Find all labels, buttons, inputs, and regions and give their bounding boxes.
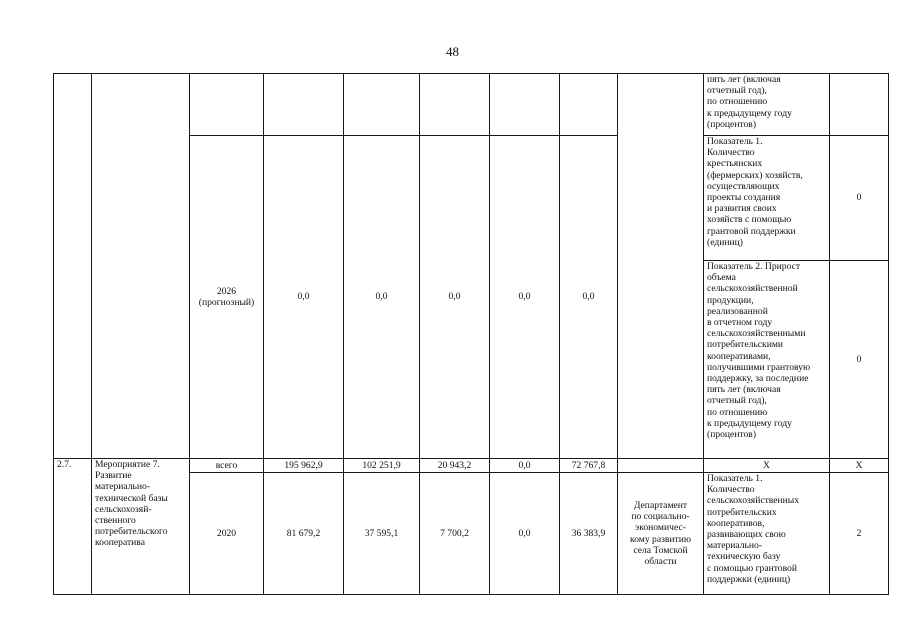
name-cell-prev [92, 74, 190, 459]
indicator-text: Показатель 2. Прирост объема сельскохозяйственной продукции, реализованной в отчетном году сельскохозяйственными потребительскими кооперативами, получившими грантовую поддержку, за последние пять лет (включая отчетный год), по отношению к предыдущему году (процентов) [704, 261, 830, 459]
value-cell [490, 74, 560, 136]
year-cell-prev [190, 74, 264, 136]
indicator-value: 0 [830, 136, 889, 261]
value-cell: 0,0 [420, 136, 490, 459]
value-cell: 81 679,2 [264, 473, 344, 595]
indicator-value: X [830, 459, 889, 473]
indicator-value: 0 [830, 261, 889, 459]
value-cell: 0,0 [490, 473, 560, 595]
name-cell: Мероприятие 7. Развитие материально- технической базы сельскохозяй- ственного потребительского кооператива [92, 459, 190, 595]
table-row [54, 74, 889, 136]
program-table [53, 73, 889, 595]
indicator-text: X [704, 459, 830, 473]
value-cell: 37 595,1 [344, 473, 420, 595]
value-cell: 0,0 [560, 136, 618, 459]
executor-cell-prev [618, 74, 704, 459]
indicator-value: 2 [830, 473, 889, 595]
year-cell: 2026 (прогнозный) [190, 136, 264, 459]
value-cell: 0,0 [344, 136, 420, 459]
value-cell: 72 767,8 [560, 459, 618, 473]
value-cell: 20 943,2 [420, 459, 490, 473]
value-cell: 7 700,2 [420, 473, 490, 595]
page-number: 48 [446, 44, 459, 59]
value-cell [344, 74, 420, 136]
indicator-text: пять лет (включая отчетный год), по отношению к предыдущему году (процентов) [704, 74, 830, 136]
number-cell: 2.7. [54, 459, 92, 595]
executor-cell [618, 459, 704, 473]
indicator-text: Показатель 1. Количество сельскохозяйственных потребительских кооперативов, развивающих свою материально- техническую базу с помощью грантовой поддержки (единиц) [704, 473, 830, 595]
value-cell [264, 74, 344, 136]
value-cell: 36 383,9 [560, 473, 618, 595]
table-row [54, 459, 889, 473]
indicator-text: Показатель 1. Количество крестьянских (фермерских) хозяйств, осуществляющих проекты создания и развития своих хозяйств с помощью грантовой поддержки (единиц) [704, 136, 830, 261]
value-cell: 195 962,9 [264, 459, 344, 473]
indicator-value [830, 74, 889, 136]
value-cell: 102 251,9 [344, 459, 420, 473]
value-cell: 0,0 [490, 459, 560, 473]
number-cell-prev [54, 74, 92, 459]
value-cell: 0,0 [490, 136, 560, 459]
year-cell: 2020 [190, 473, 264, 595]
value-cell [420, 74, 490, 136]
value-cell: 0,0 [264, 136, 344, 459]
executor-cell: Департамент по социально- экономичес- кому развитию села Томской области [618, 473, 704, 595]
value-cell [560, 74, 618, 136]
year-cell: всего [190, 459, 264, 473]
